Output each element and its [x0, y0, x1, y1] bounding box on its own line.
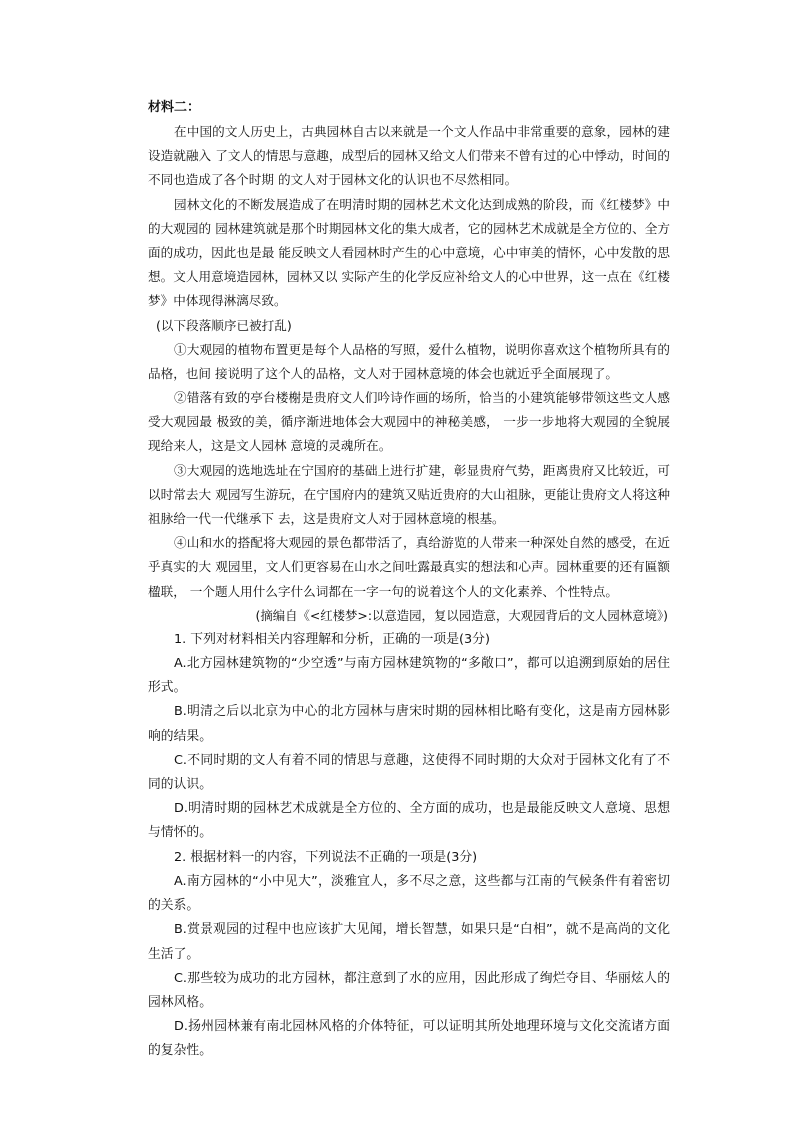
- option-b: B.赏景观园的过程中也应该扩大见闻，增长智慧，如果只是“白相”，就不是高尚的文化生活了。: [148, 922, 670, 962]
- shuffled-paragraph-1: ①大观园的植物布置更是每个人品格的写照，爱什么植物，说明你喜欢这个植物所具有的品格，也间 接说明了这个人的品格，文人对于园林意境的体会也就近乎全面展现了。: [148, 341, 670, 381]
- question-1: [148, 628, 670, 846]
- option-d: D.明清时期的园林艺术成就是全方位的、全方面的成功，也是最能反映文人意境、思想与情怀的。: [148, 801, 670, 841]
- shuffled-paragraph-4: ④山和水的搭配将大观园的景色都带活了，真给游览的人带来一种深处自然的感受，在近乎真实的大 观园里，文人们更容易在山水之间吐露最真实的想法和心声。园林重要的还有匾额楹联， 一个题人用什么字什么词都在一字一句的说着这个人的文化素养、个性特点。: [148, 535, 670, 599]
- option-a: A.南方园林的“小中见大”，淡雅宜人，多不尽之意，这些都与江南的气候条件有着密切的关系。: [148, 873, 670, 914]
- question-stem: 2. 根据材料一的内容，下列说法不正确的一项是(3分): [174, 849, 478, 865]
- option-c: C.那些较为成功的北方园林，都注意到了水的应用，因此形成了绚烂夺目、华丽炫人的园林风格。: [148, 970, 670, 1010]
- question-stem: 1. 下列对材料相关内容理解和分析，正确的一项是(3分): [174, 631, 490, 647]
- material-paragraph-2: 园林文化的不断发展造成了在明清时期的园林艺术文化达到成熟的阶段，而《红楼梦》中的大观园的 园林建筑就是那个时期园林文化的集大成者，它的园林艺术成就是全方位的、全方面的成功，因此也是最 能反映文人看园林时产生的心中意境，心中审美的情怀，心中发散的思想。文人用意境造园林，园林又以 实际产生的化学反应补给文人的心中世界，这一点在《红楼梦》中体现得淋漓尽致。: [148, 196, 670, 309]
- question-2: [148, 846, 670, 1064]
- shuffle-note: (以下段落顺序已被打乱): [156, 317, 292, 333]
- shuffled-paragraph-3: ③大观园的选地选址在宁国府的基础上进行扩建，彰显贵府气势，距离贵府又比较近，可以时常去大 观园写生游玩，在宁国府内的建筑又贴近贵府的大山祖脉，更能让贵府文人将这种祖脉给一代一代继承下 去，这是贵府文人对于园林意境的根基。: [148, 462, 670, 527]
- option-d: D.扬州园林兼有南北园林风格的介体特征，可以证明其所处地理环境与文化交流诸方面的复杂性。: [148, 1019, 670, 1059]
- document-page: [148, 96, 670, 1064]
- shuffled-paragraph-2: ②错落有致的亭台楼榭是贵府文人们吟诗作画的场所，恰当的小建筑能够带领这些文人感受大观园最 极致的美，循序渐进地体会大观园中的神秘美感， 一步一步地将大观园的全貌展现给来人，这是文人园林 意境的灵魂所在。: [148, 390, 670, 454]
- option-c: C.不同时期的文人有着不同的情思与意趣，这使得不同时期的大众对于园林文化有了不同的认识。: [148, 752, 670, 793]
- option-a: A.北方园林建筑物的“少空透”与南方园林建筑物的“多敞口”，都可以追溯到原始的居住形式。: [148, 656, 670, 696]
- source-citation: (摘编自《<红楼梦>:以意造园，复以园造意，大观园背后的文人园林意境》): [255, 607, 668, 623]
- material-paragraph-1: 在中国的文人历史上，古典园林自古以来就是一个文人作品中非常重要的意象，园林的建设造就融入 了文人的情思与意趣，成型后的园林又给文人们带来不曾有过的心中悸动，时间的不同也造成了各个时期 的文人对于园林文化的认识也不尽然相同。: [148, 124, 670, 188]
- material-heading: 材料二：: [148, 100, 201, 115]
- option-b: B.明清之后以北京为中心的北方园林与唐宋时期的园林相比略有变化，这是南方园林影响的结果。: [148, 704, 670, 744]
